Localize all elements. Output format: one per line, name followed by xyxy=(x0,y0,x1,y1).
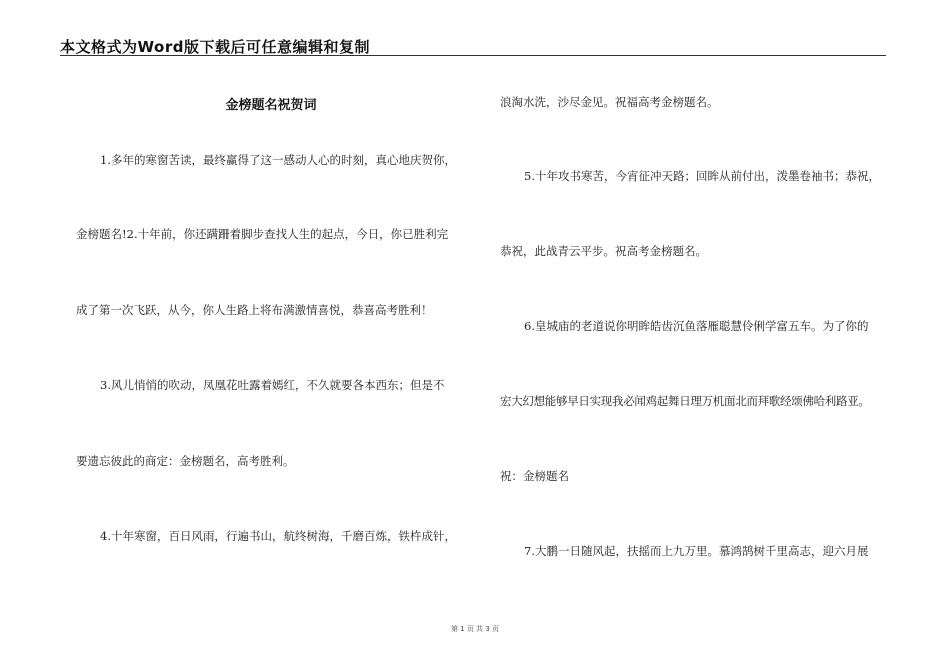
paragraph-line: 1.多年的寒窗苦读，最终赢得了这一感动人心的时刻，真心地庆贺你， xyxy=(100,153,456,167)
paragraph-line: 成了第一次飞跃，从今，你人生路上将布满激情喜悦，恭喜高考胜利！ xyxy=(76,303,433,317)
paragraph-line: 5.十年攻书寒苦，今宵征冲天路；回眸从前付出，泼墨卷袖书；恭祝， xyxy=(524,169,880,183)
document-title: 金榜题名祝贺词 xyxy=(225,98,317,113)
paragraph-line: 3.风儿悄悄的吹动，凤凰花吐露着嫣红，不久就要各本西东；但是不 xyxy=(100,378,445,392)
right-column xyxy=(500,0,895,672)
paragraph-line: 6.皇城庙的老道说你明眸皓齿沉鱼落雁聪慧伶俐学富五车。为了你的 xyxy=(524,319,869,333)
paragraph-line: 恭祝，此战青云平步。祝高考金榜题名。 xyxy=(500,244,707,258)
left-column xyxy=(76,0,466,672)
paragraph-line: 祝：金榜题名 xyxy=(500,469,569,483)
paragraph-line: 要遗忘彼此的商定：金榜题名，高考胜利。 xyxy=(76,454,295,468)
paragraph-line: 金榜题名!2.十年前，你还蹒跚着脚步查找人生的起点，今日，你已胜利完 xyxy=(76,227,449,241)
document-header-banner: 本文格式为Word版下载后可任意编辑和复制 xyxy=(60,38,370,56)
paragraph-line: 浪淘水洗，沙尽金见。祝福高考金榜题名。 xyxy=(500,95,719,109)
page-number-footer: 第 1 页 共 3 页 xyxy=(450,625,500,633)
paragraph-line: 4.十年寒窗，百日风雨，行遍书山，航终树海，千磨百炼，铁杵成针， xyxy=(100,529,456,543)
paragraph-line: 7.大鹏一日随风起，扶摇而上九万里。慕鸿鹄树千里高志，迎六月展 xyxy=(524,544,869,558)
paragraph-line: 宏大幻想能够早日实现我必闻鸡起舞日理万机面北而拜歌经颂佛哈利路亚。 xyxy=(500,394,870,408)
